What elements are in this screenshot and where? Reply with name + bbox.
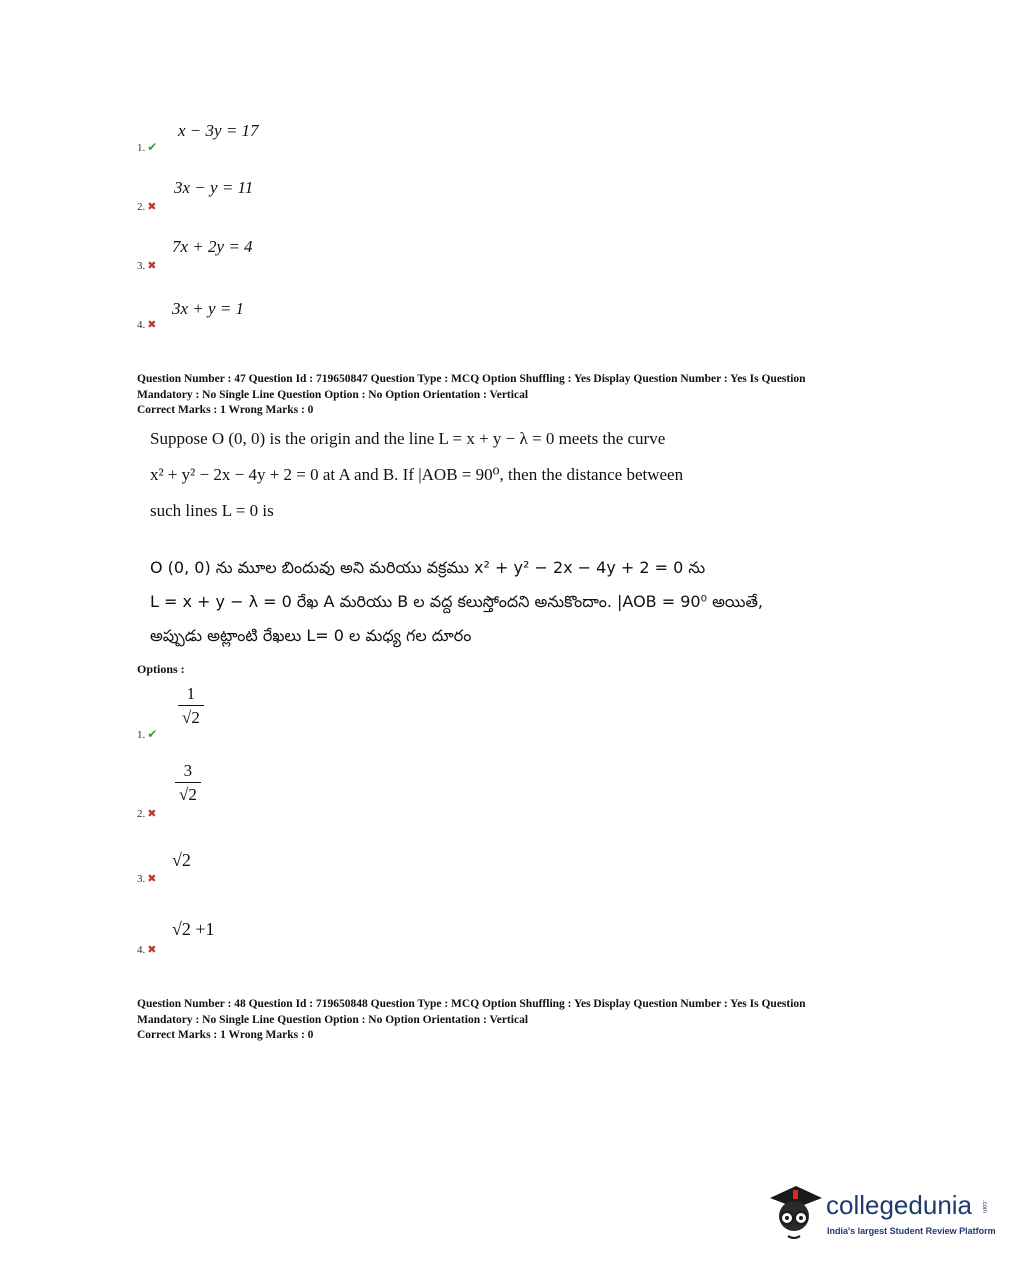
q48-metadata [137,997,897,1044]
wrong-cross-icon: ✖ [147,944,157,956]
q47-telugu-text [150,551,830,653]
correct-check-icon: ✔ [147,727,158,741]
q47-option-4-text: √2 +1 [172,919,215,939]
wrong-cross-icon: ✖ [147,873,157,885]
q47-english-line-1: Suppose O (0, 0) is the origin and the line L = x + y − λ = 0 meets the curve [150,429,666,448]
wrong-cross-icon: ✖ [147,319,157,331]
option-number: 2. ✖ [137,201,157,213]
logo-suffix: .com [981,1200,987,1214]
wrong-cross-icon: ✖ [147,260,157,272]
wrong-cross-icon: ✖ [147,808,157,820]
q47-english-line-3: such lines L = 0 is [150,501,274,520]
q48-meta-line-1: Question Number : 48 Question Id : 719650848 Question Type : MCQ Option Shuffling : Yes Display Question Number : Yes Is Question [137,998,806,1010]
q48-meta-line-2: Mandatory : No Single Line Question Option : No Option Orientation : Vertical [137,1013,529,1026]
q47-telugu-line-1: O (0, 0) ను మూల బిందువు అని మరియు వక్రము x² + y² − 2x − 4y + 2 = 0 ను [150,558,706,577]
logo-tagline: India's largest Student Review Platform [827,1226,996,1236]
q47-english-text [150,421,810,529]
collegedunia-logo [766,1178,996,1248]
q47-telugu-line-2: L = x + y − λ = 0 రేఖ A మరియు B ల వద్ద కలుస్తోందని అనుకొందాం. |AOB = 90⁰ అయితే, [150,592,763,611]
q47-meta-line-2: Mandatory : No Single Line Question Option : No Option Orientation : Vertical [137,388,529,401]
q47-english-line-2: x² + y² − 2x − 4y + 2 = 0 at A and B. If |AOB = 90⁰, then the distance between [150,465,684,484]
option-number: 4. ✖ [137,319,157,331]
options-label: Options : [137,662,185,676]
q47-metadata [137,372,897,419]
q47-option-1-fraction [178,684,204,728]
denominator: √2 [175,782,201,805]
q47-meta-line-1: Question Number : 47 Question Id : 719650847 Question Type : MCQ Option Shuffling : Yes Display Question Number : Yes Is Question [137,373,806,385]
option-number: 3. ✖ [137,873,157,885]
prev-option-4-text: 3x + y = 1 [172,299,245,318]
mascot-icon [766,1180,824,1244]
q47-meta-line-3: Correct Marks : 1 Wrong Marks : 0 [137,404,314,416]
numerator: 1 [186,684,196,703]
option-number: 4. ✖ [137,944,157,956]
option-number: 2. ✖ [137,808,157,820]
q48-meta-line-3: Correct Marks : 1 Wrong Marks : 0 [137,1029,314,1041]
wrong-cross-icon: ✖ [147,201,157,213]
q47-telugu-line-3: అప్పుడు అట్లాంటి రేఖలు L= 0 ల మధ్య గల దూరం [150,626,472,645]
option-number: 1. ✔ [137,727,158,741]
prev-option-1-text: x − 3y = 17 [178,121,259,140]
q47-option-3-text: √2 [172,850,191,870]
correct-check-icon: ✔ [147,140,158,154]
logo-wordmark: collegedunia [826,1190,973,1220]
prev-option-2-text: 3x − y = 11 [174,178,254,197]
q47-option-2-fraction [175,761,201,805]
option-number: 3. ✖ [137,260,157,272]
numerator: 3 [183,761,193,780]
prev-option-3-text: 7x + 2y = 4 [172,237,253,256]
option-number: 1. ✔ [137,140,158,154]
denominator: √2 [178,705,204,728]
